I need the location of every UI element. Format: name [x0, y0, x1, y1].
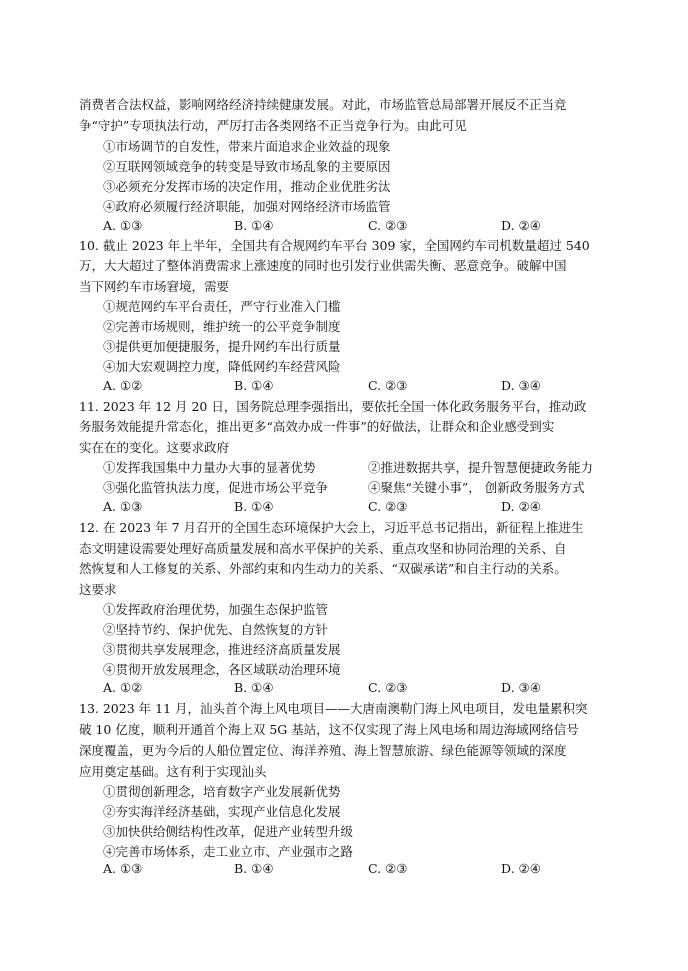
q13-statement-4: ④完善市场体系，走工业立市、产业强市之路 — [103, 844, 354, 859]
q12-statement-4: ④贯彻开放发展理念，各区域联动治理环境 — [103, 662, 341, 677]
q13-statement-2: ②夯实海洋经济基础，实现产业信息化发展 — [103, 804, 341, 819]
q13-statement-3: ③加快供给侧结构性改革，促进产业转型升级 — [103, 824, 354, 839]
q10-statement-1: ①规范网约车平台责任，严守行业准入门槛 — [103, 299, 341, 314]
q12-option-c[interactable]: C. ②③ — [368, 680, 408, 695]
q9-stem-line-1: 消费者合法权益，影响网络经济持续健康发展。对此，市场监管总局部署开展反不正当竞 — [79, 97, 567, 112]
q12-statement-2: ②坚持节约、保护优先、自然恢复的方针 — [103, 622, 329, 637]
q11-statement-4: ④聚焦“关键小事”， 创新政务服务方式 — [368, 480, 585, 495]
q9-statement-4: ④政府必须履行经济职能，加强对网络经济市场监管 — [103, 199, 391, 214]
q12-stem-line-1: 12. 在 2023 年 7 月召开的全国生态环境保护大会上，习近平总书记指出，新征程上推进生 — [79, 520, 584, 535]
q12-statement-1: ①发挥政府治理优势，加强生态保护监管 — [103, 602, 329, 617]
q11-stem-line-2: 务服务效能提升常态化，推出更多“高效办成一件事”的好做法，让群众和企业感受到实 — [79, 419, 555, 434]
q10-option-d[interactable]: D. ③④ — [501, 378, 541, 393]
q12-option-a[interactable]: A. ①② — [103, 680, 143, 695]
q9-statement-3: ③必须充分发挥市场的决定作用，推动企业优胜劣汰 — [103, 179, 391, 194]
q13-stem-line-2: 破 10 亿度，顺利开通首个海上双 5G 基站，这不仅实现了海上风电场和周边海域网络信号 — [79, 722, 579, 737]
q11-options — [103, 497, 623, 517]
q10-statement-3: ③提供更加便捷服务，提升网约车出行质量 — [103, 339, 341, 354]
q12-option-d[interactable]: D. ③④ — [501, 680, 541, 695]
q12-stem-line-3: 然恢复和人工修复的关系、外部约束和内生动力的关系、“双碳承诺”和自主行动的关系。 — [79, 561, 567, 576]
q12-stem-line-2: 态文明建设需要处理好高质量发展和高水平保护的关系、重点攻坚和协同治理的关系、自 — [79, 541, 567, 556]
q10-statement-4: ④加大宏观调控力度，降低网约车经营风险 — [103, 359, 341, 374]
q11-option-a[interactable]: A. ①③ — [103, 499, 143, 514]
q9-options — [103, 216, 623, 236]
q12-stem-line-4: 这要求 — [79, 582, 117, 597]
q10-statement-2: ②完善市场规则，维护统一的公平竞争制度 — [103, 319, 341, 334]
q12-option-b[interactable]: B. ①④ — [234, 680, 274, 695]
q13-stem-line-1: 13. 2023 年 11 月，汕头首个海上风电项目——大唐南澳勒门海上风电项目，发电量累积突 — [79, 701, 588, 716]
q12-statement-3: ③贯彻共享发展理念，推进经济高质量发展 — [103, 642, 341, 657]
q10-option-a[interactable]: A. ①② — [103, 378, 143, 393]
q10-option-b[interactable]: B. ①④ — [234, 378, 274, 393]
q13-option-c[interactable]: C. ②③ — [368, 861, 408, 876]
q13-option-b[interactable]: B. ①④ — [234, 861, 274, 876]
q11-statement-2: ②推进数据共享，提升智慧便捷政务能力 — [368, 460, 594, 475]
q9-statement-2: ②互联网领域竞争的转变是导致市场乱象的主要原因 — [103, 159, 391, 174]
q10-stem-line-3: 当下网约车市场窘境，需要 — [79, 279, 230, 294]
q13-options — [103, 859, 623, 879]
q13-stem-line-3: 深度覆盖，更为今后的人船位置定位、海洋养殖、海上智慧旅游、绿色能源等领域的深度 — [79, 743, 567, 758]
q11-statement-1: ①发挥我国集中力量办大事的显著优势 — [103, 460, 316, 475]
q9-option-d[interactable]: D. ②④ — [501, 218, 541, 233]
q10-option-c[interactable]: C. ②③ — [368, 378, 408, 393]
q9-stem-line-2: 争“守护”专项执法行动，严厉打击各类网络不正当竞争行为。由此可见 — [79, 118, 467, 133]
q11-statement-3: ③强化监管执法力度，促进市场公平竞争 — [103, 480, 329, 495]
q11-option-c[interactable]: C. ②③ — [368, 499, 408, 514]
q10-options — [103, 376, 623, 396]
q9-option-a[interactable]: A. ①③ — [103, 218, 143, 233]
q11-stem-line-1: 11. 2023 年 12 月 20 日，国务院总理李强指出，要依托全国一体化政务服务平台，推动政 — [79, 399, 587, 414]
q12-options — [103, 678, 623, 698]
q10-stem-line-2: 万，大大超过了整体消费需求上涨速度的同时也引发行业供需失衡、恶意竞争。破解中国 — [79, 258, 567, 273]
q13-option-a[interactable]: A. ①③ — [103, 861, 143, 876]
q11-option-b[interactable]: B. ①④ — [234, 499, 274, 514]
q9-option-b[interactable]: B. ①④ — [234, 218, 274, 233]
q11-stem-line-3: 实在在的变化。这要求政府 — [79, 440, 230, 455]
q13-stem-line-4: 应用奠定基础。这有利于实现汕头 — [79, 764, 267, 779]
q11-statement-row-2 — [103, 478, 643, 498]
q11-option-d[interactable]: D. ②④ — [501, 499, 541, 514]
q9-option-c[interactable]: C. ②③ — [368, 218, 408, 233]
q9-statement-1: ①市场调节的自发性，带来片面追求企业效益的现象 — [103, 139, 391, 154]
q13-option-d[interactable]: D. ②④ — [501, 861, 541, 876]
q11-statement-row-1 — [103, 458, 643, 478]
q10-stem-line-1: 10. 截止 2023 年上半年，全国共有合规网约车平台 309 家，全国网约车司机数量超过 540 — [79, 238, 590, 253]
q13-statement-1: ①贯彻创新理念，培育数字产业发展新优势 — [103, 784, 341, 799]
